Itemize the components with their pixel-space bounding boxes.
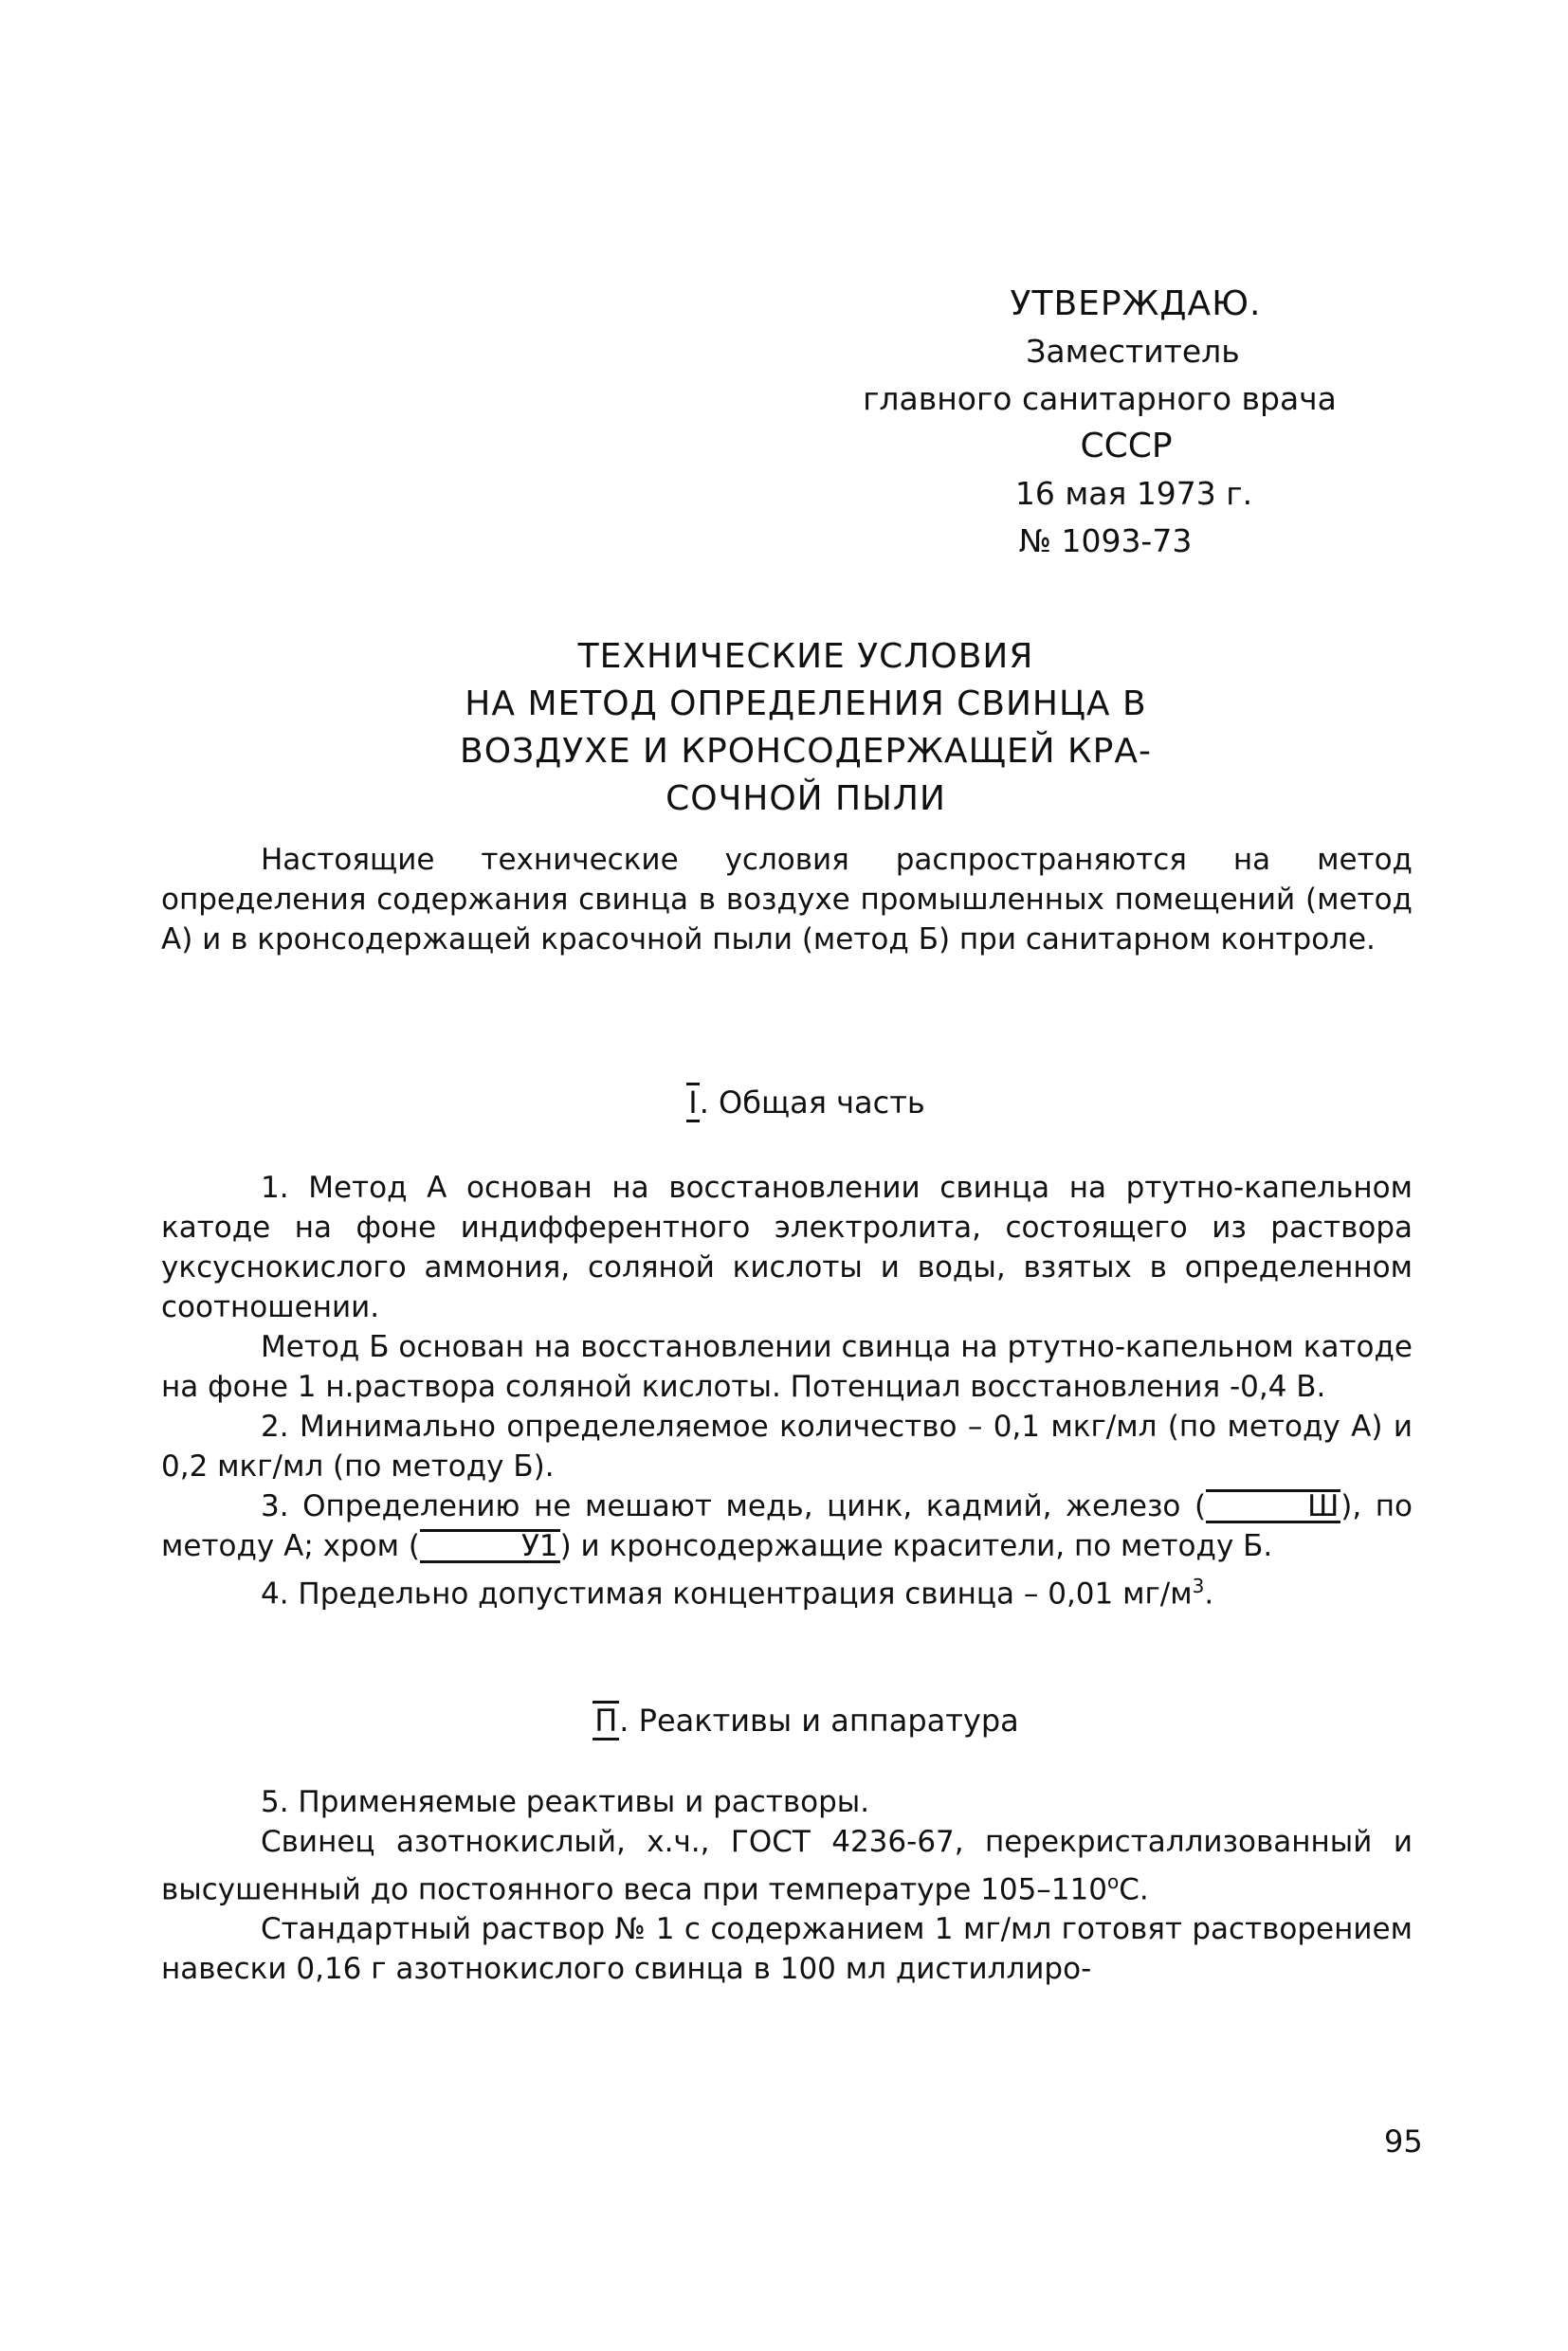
- section-2-body: [161, 1782, 1413, 1989]
- p7-degree: о: [1106, 1870, 1120, 1893]
- p4-numeral-cr: У1: [420, 1529, 560, 1563]
- approval-position-cont: главного санитарного врача: [863, 380, 1337, 417]
- paragraph-5: [161, 1566, 1413, 1613]
- approval-date: 16 мая 1973 г.: [1014, 475, 1253, 512]
- section-1-heading: [379, 1083, 1232, 1122]
- p7-text: Свинец азотнокислый, х.ч., ГОСТ 4236-67, перекристаллизованный и высушенный до постоянного веса при температуре 105–110: [161, 1825, 1413, 1907]
- title-line-2: НА МЕТОД ОПРЕДЕЛЕНИЯ СВИНЦА В: [465, 684, 1147, 723]
- paragraph-8: Стандартный раствор № 1 с содержанием 1 мг/мл готовят растворением навески 0,16 г азотнокислого свинца в 100 мл дистиллиро-: [161, 1912, 1413, 1987]
- p5-exponent: 3: [1192, 1575, 1205, 1597]
- p7-end: С.: [1119, 1872, 1149, 1907]
- section-2-title: . Реактивы и аппаратура: [619, 1703, 1019, 1739]
- paragraph-2: Метод Б основан на восстановлении свинца на ртутно-капельном катоде на фоне 1 н.раствора соляной кислоты. Потенциал восстановления -0,4 В.: [161, 1330, 1413, 1404]
- title-line-1: ТЕХНИЧЕСКИЕ УСЛОВИЯ: [577, 637, 1034, 676]
- section-2-numeral: П: [594, 1703, 618, 1739]
- page-number: 95: [1384, 2123, 1423, 2160]
- paragraph-7: [161, 1822, 1413, 1909]
- p4-text-2: ), по методу А; хром (: [161, 1489, 1413, 1563]
- approval-number: № 1093-73: [1018, 522, 1193, 559]
- p4-text-3: ) и кронсодержащие красители, по методу Б.: [559, 1529, 1273, 1563]
- intro-block: [161, 840, 1413, 959]
- section-1-body: [161, 1168, 1413, 1613]
- p5-text: 4. Предельно допустимая концентрация свинца – 0,01 мг/м: [261, 1576, 1193, 1612]
- p5-end: .: [1204, 1576, 1214, 1612]
- p4-text-1: 3. Определению не мешают медь, цинк, кадмий, железо (: [261, 1489, 1207, 1523]
- document-title: [379, 633, 1232, 823]
- paragraph-1: 1. Метод А основан на восстановлении свинца на ртутно-капельном катоде на фоне индифферентного электролита, состоящего из раствора уксуснокислого аммония, соляной кислоты и воды, взятых в определенном соотношении.: [161, 1171, 1413, 1324]
- paragraph-3: 2. Минимально определеляемое количество – 0,1 мкг/мл (по методу А) и 0,2 мкг/мл (по методу Б).: [161, 1410, 1413, 1484]
- section-2-heading: [379, 1701, 1232, 1740]
- approval-title: УТВЕРЖДАЮ.: [1010, 284, 1262, 323]
- title-line-4: СОЧНОЙ ПЫЛИ: [665, 779, 946, 818]
- paragraph-4: [161, 1486, 1413, 1566]
- title-line-3: ВОЗДУХЕ И КРОНСОДЕРЖАЩЕЙ КРА-: [460, 732, 1152, 771]
- section-1-numeral: I: [688, 1084, 698, 1121]
- paragraph-6: 5. Применяемые реактивы и растворы.: [261, 1785, 870, 1819]
- p4-numeral-fe: Ш: [1206, 1489, 1340, 1523]
- section-1-title: . Общая часть: [699, 1084, 925, 1121]
- approval-block: [834, 281, 1365, 565]
- intro-paragraph: Настоящие технические условия распространяются на метод определения содержания свинца в воздухе промышленных помещений (метод А) и в кронсодержащей красочной пыли (метод Б) при санитарном контроле.: [161, 843, 1413, 957]
- approval-position: Заместитель: [1026, 333, 1240, 370]
- approval-country: СССР: [1080, 427, 1173, 465]
